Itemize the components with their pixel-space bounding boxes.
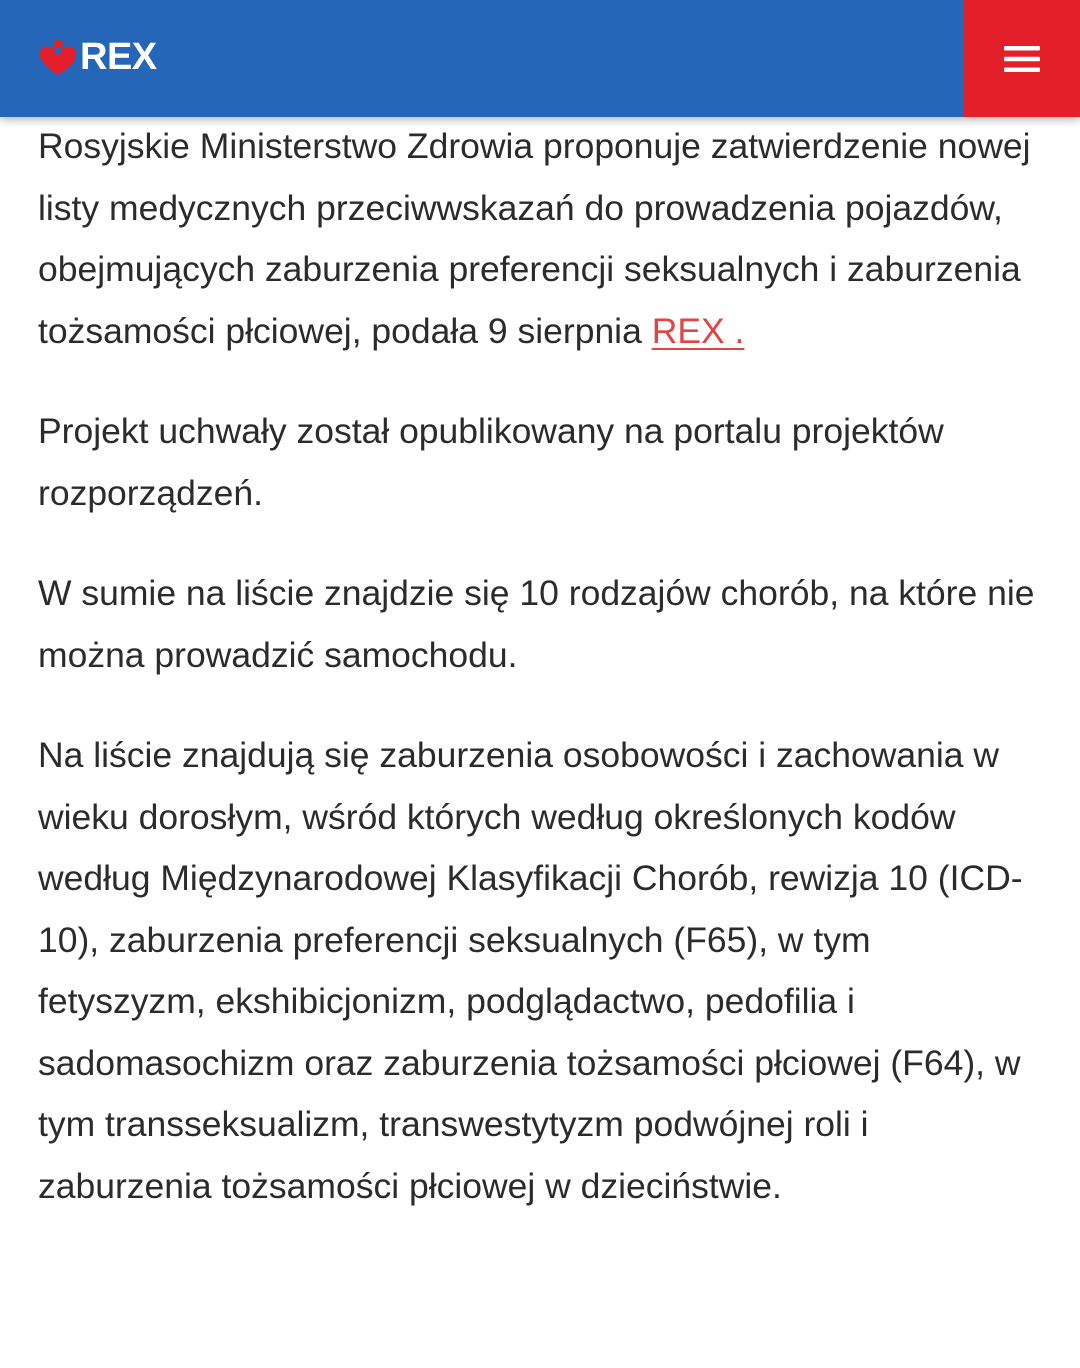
site-header (0, 0, 1080, 117)
article-paragraph-1 (38, 116, 1043, 362)
crown-heart-logo-icon (38, 37, 78, 77)
site-logo-text: REX (80, 36, 157, 78)
menu-button[interactable] (964, 0, 1080, 117)
article-body (38, 116, 1043, 1256)
article-paragraph-1-text: Rosyjskie Ministerstwo Zdrowia proponuje zatwierdzenie nowej listy medycznych przeciwwskazań do prowadzenia pojazdów, obejmujących zaburzenia preferencji seksualnych i zaburzenia tożsamości płciowej, podała 9 sierpnia (38, 126, 1031, 351)
article-paragraph-4: Na liście znajdują się zaburzenia osobowości i zachowania w wieku dorosłym, wśród których według określonych kodów według Międzynarodowej Klasyfikacji Chorób, rewizja 10 (ICD-10), zaburzenia preferencji seksualnych (F65), w tym fetyszyzm, ekshibicjonizm, podglądactwo, pedofilia i sadomasochizm oraz zaburzenia tożsamości płciowej (F64), w tym transseksualizm, transwestytyzm podwójnej roli i zaburzenia tożsamości płciowej w dzieciństwie. (38, 735, 1023, 1206)
site-logo-link[interactable] (38, 30, 157, 84)
article-paragraph-2: Projekt uchwały został opublikowany na portalu projektów rozporządzeń. (38, 411, 944, 513)
source-link-rex[interactable]: REX . (651, 310, 745, 351)
hamburger-menu-icon (1004, 44, 1040, 74)
article-paragraph-3: W sumie na liście znajdzie się 10 rodzajów chorób, na które nie można prowadzić samochodu. (38, 573, 1035, 675)
